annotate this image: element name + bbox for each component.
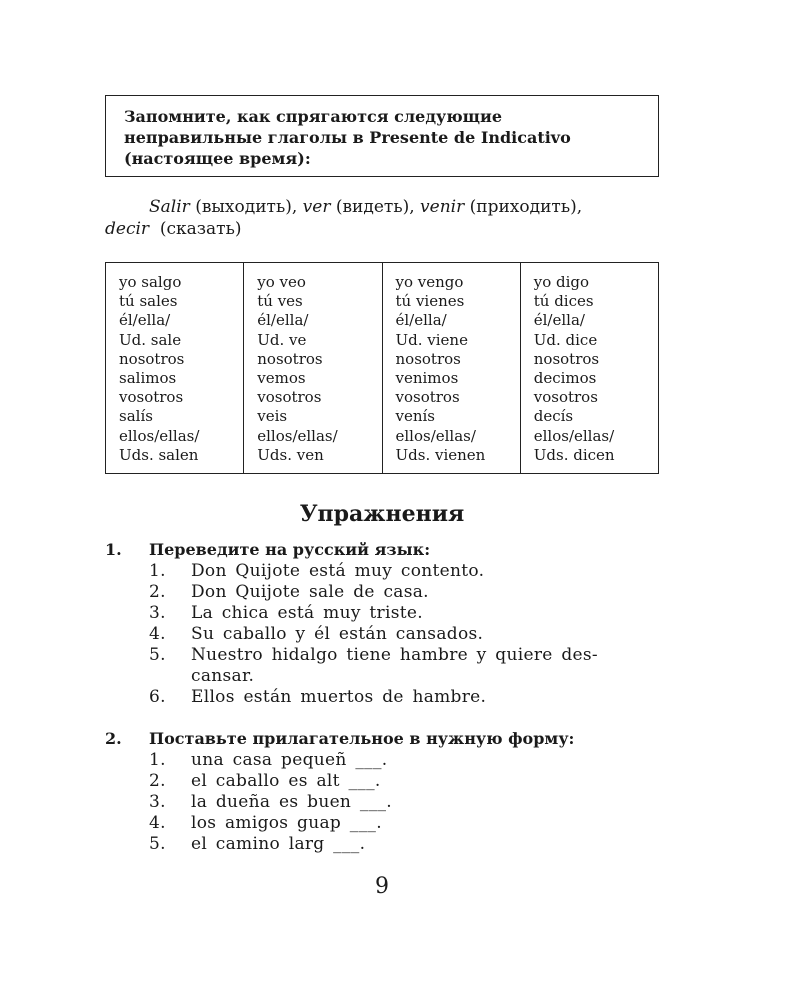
- note-line: Запомните, как спрягаются следующие: [124, 107, 503, 126]
- item-text: cansar.: [191, 666, 255, 686]
- conjugation-cell: Uds. dicen: [533, 445, 615, 464]
- item-number: 2.: [149, 582, 166, 602]
- item-number: 2.: [149, 771, 166, 791]
- conjugation-column-ver: [244, 263, 382, 473]
- verb-salir-translation: (выходить),: [189, 197, 303, 217]
- conjugation-cell: él/ella/: [119, 311, 171, 330]
- verbs-intro: [105, 196, 661, 240]
- conjugation-cell: vosotros: [257, 388, 322, 407]
- item-text: Nuestro hidalgo tiene hambre y quiere des-: [191, 645, 598, 665]
- conjugation-cell: Ud. ve: [257, 330, 307, 349]
- item-number: 3.: [149, 603, 166, 623]
- exercise-items: [105, 750, 665, 855]
- item-text: los amigos guap ___.: [191, 813, 382, 833]
- verb-decir: decir: [105, 219, 150, 239]
- conjugation-cell: yo vengo: [395, 273, 464, 291]
- exercise-instruction: Поставьте прилагательное в нужную форму:: [149, 729, 575, 748]
- note-box: [105, 95, 659, 177]
- conjugation-cell: vosotros: [533, 388, 598, 407]
- conjugation-cell: venís: [395, 407, 436, 426]
- list-item: [105, 750, 665, 771]
- conjugation-cell: Uds. ven: [257, 445, 324, 464]
- conjugation-cell: él/ella/: [533, 311, 585, 330]
- conjugation-column-salir: [106, 263, 244, 473]
- conjugation-cell: nosotros: [395, 349, 461, 368]
- verb-venir: venir: [420, 197, 465, 217]
- item-text: Don Quijote sale de casa.: [191, 582, 429, 602]
- exercise-1: [105, 540, 665, 708]
- exercise-number: 1.: [105, 540, 122, 559]
- item-text: el caballo es alt ___.: [191, 771, 381, 791]
- item-number: 5.: [149, 834, 166, 854]
- note-line: неправильные глаголы в Presente de Indicativo: [124, 128, 571, 147]
- verb-decir-translation: (сказать): [149, 219, 242, 239]
- conjugation-cell: yo veo: [257, 273, 306, 291]
- conjugation-cell: yo salgo: [119, 273, 182, 291]
- conjugation-cell: tú ves: [257, 292, 303, 311]
- item-number: 1.: [149, 561, 166, 581]
- list-item: [105, 645, 665, 666]
- list-item: [105, 582, 665, 603]
- conjugation-cell: veis: [257, 407, 288, 426]
- list-item: [105, 624, 665, 645]
- conjugation-cell: Ud. viene: [395, 330, 468, 349]
- conjugation-cell: Uds. vienen: [395, 445, 486, 464]
- item-text: el camino larg ___.: [191, 834, 366, 854]
- item-number: 4.: [149, 813, 166, 833]
- conjugation-cell: salimos: [119, 369, 177, 388]
- item-number: 5.: [149, 645, 166, 665]
- conjugation-table: [105, 262, 659, 474]
- verb-ver-translation: (видеть),: [330, 197, 421, 217]
- item-text: La chica está muy triste.: [191, 603, 423, 623]
- conjugation-column-venir: [383, 263, 521, 473]
- conjugation-cell: nosotros: [119, 349, 185, 368]
- item-text: Don Quijote está muy contento.: [191, 561, 485, 581]
- conjugation-cell: ellos/ellas/: [257, 426, 338, 445]
- note-line: (настоящее время):: [124, 149, 311, 168]
- conjugation-cell: tú vienes: [395, 292, 465, 311]
- conjugation-cell: nosotros: [533, 349, 600, 368]
- item-number: 4.: [149, 624, 166, 644]
- section-heading: Упражнения: [299, 501, 465, 527]
- exercise-2: [105, 729, 665, 855]
- list-item: [105, 687, 665, 708]
- conjugation-cell: ellos/ellas/: [533, 426, 615, 445]
- page-number: 9: [375, 874, 389, 899]
- item-number: 3.: [149, 792, 166, 812]
- conjugation-cell: Uds. salen: [119, 445, 199, 464]
- conjugation-cell: decís: [533, 407, 574, 426]
- list-item-continuation: [105, 666, 665, 687]
- item-text: Su caballo y él están cansados.: [191, 624, 484, 644]
- list-item: [105, 603, 665, 624]
- list-item: [105, 792, 665, 813]
- conjugation-cell: él/ella/: [395, 311, 447, 330]
- conjugation-column-decir: [521, 263, 658, 473]
- conjugation-cell: vosotros: [119, 388, 184, 407]
- verb-ver: ver: [302, 197, 331, 217]
- conjugation-cell: ellos/ellas/: [395, 426, 476, 445]
- conjugation-cell: salís: [119, 407, 153, 426]
- exercise-items: [105, 561, 665, 708]
- conjugation-cell: nosotros: [257, 349, 323, 368]
- verb-salir: Salir: [149, 197, 190, 217]
- conjugation-cell: Ud. dice: [533, 330, 598, 349]
- conjugation-cell: vosotros: [395, 388, 460, 407]
- exercise-title: [105, 729, 665, 749]
- list-item: [105, 561, 665, 582]
- conjugation-cell: ellos/ellas/: [119, 426, 200, 445]
- intro-line-2: [105, 218, 661, 240]
- conjugation-cell: Ud. sale: [119, 330, 182, 349]
- conjugation-cell: yo digo: [533, 273, 590, 291]
- item-number: 1.: [149, 750, 166, 770]
- list-item: [105, 771, 665, 792]
- item-number: 6.: [149, 687, 166, 707]
- item-text: Ellos están muertos de hambre.: [191, 687, 487, 707]
- list-item: [105, 834, 665, 855]
- item-text: una casa pequeñ ___.: [191, 750, 388, 770]
- verb-venir-translation: (приходить),: [464, 197, 583, 217]
- conjugation-cell: venimos: [395, 369, 459, 388]
- exercise-number: 2.: [105, 729, 122, 748]
- item-number: [105, 666, 191, 687]
- exercise-instruction: Переведите на русский язык:: [149, 540, 431, 559]
- conjugation-cell: decimos: [533, 369, 597, 388]
- intro-line-1: [105, 196, 661, 218]
- conjugation-cell: tú dices: [533, 292, 594, 311]
- exercise-title: [105, 540, 665, 560]
- list-item: [105, 813, 665, 834]
- item-text: la dueña es buen ___.: [191, 792, 392, 812]
- conjugation-cell: él/ella/: [257, 311, 309, 330]
- conjugation-cell: tú sales: [119, 292, 178, 311]
- conjugation-cell: vemos: [257, 369, 306, 388]
